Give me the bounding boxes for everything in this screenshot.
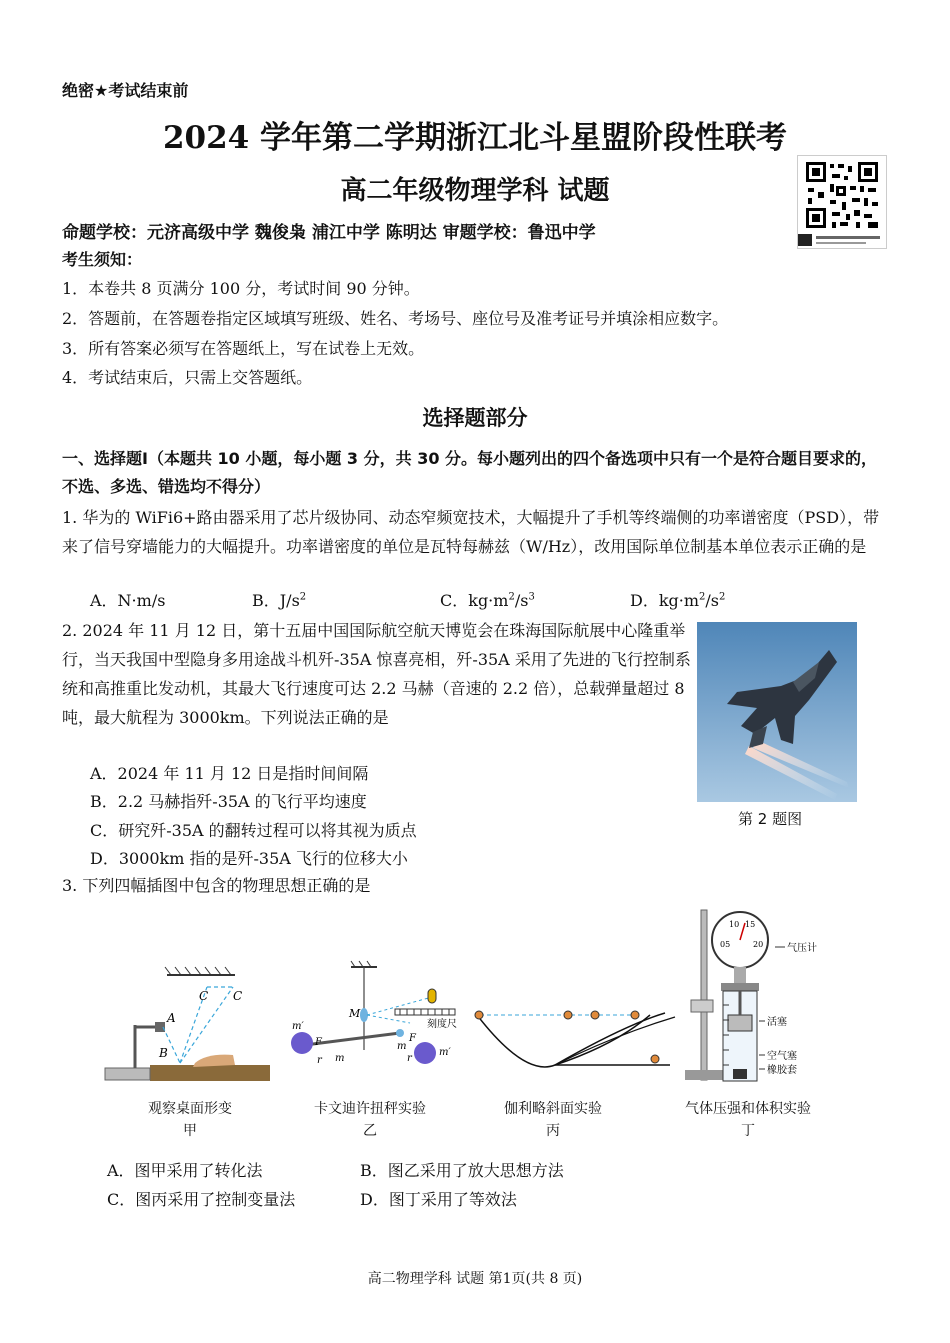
notice-item: 3．所有答案必须写在答题纸上，写在试卷上无效。 — [62, 339, 425, 358]
svg-text:05: 05 — [720, 940, 731, 949]
section-title: 选择题部分 — [422, 405, 528, 430]
svg-text:活塞: 活塞 — [767, 1017, 787, 1028]
svg-text:B: B — [159, 1046, 168, 1060]
svg-text:M: M — [349, 1007, 361, 1020]
svg-text:气压计: 气压计 — [787, 943, 817, 954]
figure-caption-b: 卡文迪许扭秤实验 乙 — [314, 1101, 426, 1139]
exam-title: 2024 学年第二学期浙江北斗星盟阶段性联考 — [162, 120, 788, 156]
svg-text:15: 15 — [745, 920, 756, 929]
figure-desk-deformation — [105, 967, 270, 1081]
question-2-stem: 2. 2024 年 11 月 12 日，第十五届中国国际航空航天博览会在珠海国际航展中心隆重举行，当天我国中型隐身多用途战斗机歼-35A 惊喜亮相，歼-35A 采用了先进的飞行控制系统和高推重比发动机，其最大飞行速度可达 2.2 马赫（音速的 2.2 倍），总载弹量超过 8 吨，最大航程为 3000km。下列说法正确的是 — [62, 621, 691, 727]
q1-option-d: D．$kg\cdot m^2/s^2$ — [630, 591, 726, 610]
q1-option-b: B．$J/s^2$ — [252, 591, 307, 610]
figure-galileo-inclined-plane — [475, 1011, 675, 1067]
figure-caption-a: 观察桌面形变 甲 — [148, 1101, 232, 1139]
author-line: 命题学校：元济高级中学 魏俊枭 浦江中学 陈明达 审题学校：鲁迅中学 — [62, 223, 596, 243]
figure-cavendish-balance — [291, 961, 457, 1066]
svg-text:m′: m′ — [439, 1047, 451, 1058]
q2-option-d: D．3000km 指的是歼-35A 飞行的位移大小 — [90, 849, 408, 868]
notice-item: 2．答题前，在答题卷指定区域填写班级、姓名、考场号、座位号及准考证号并填涂相应数字。 — [62, 309, 729, 328]
q2-option-b: B．2.2 马赫指歼-35A 的飞行平均速度 — [90, 792, 367, 811]
page-footer: 高二物理学科 试题 第1页(共 8 页) — [367, 1271, 583, 1287]
svg-text:刻度尺: 刻度尺 — [427, 1019, 457, 1030]
svg-text:m: m — [335, 1053, 345, 1064]
q1-option-c: C．$kg\cdot m^2/s^3$ — [440, 591, 535, 610]
part-instructions: 一、选择题Ⅰ（本题共 10 小题，每小题 3 分，共 30 分。每小题列出的四个备选项中只有一个是符合题目要求的，不选、多选、错选均不得分） — [62, 449, 878, 496]
svg-text:20: 20 — [753, 940, 764, 949]
q2-figure-caption: 第 2 题图 — [738, 810, 803, 828]
q1-option-a: A．N·m/s — [90, 591, 166, 610]
fighter-jet-image — [697, 622, 857, 802]
q3-figures — [95, 905, 855, 1090]
svg-text:r: r — [407, 1053, 412, 1064]
q3-option-a: A．图甲采用了转化法 — [107, 1161, 263, 1180]
svg-text:A: A — [167, 1011, 176, 1025]
svg-text:C: C — [233, 989, 243, 1003]
confidential-label: 绝密★考试结束前 — [62, 81, 189, 100]
svg-text:C: C — [199, 989, 209, 1003]
svg-text:F: F — [315, 1037, 322, 1048]
notice-heading: 考生须知： — [62, 250, 143, 269]
figure-caption-d: 气体压强和体积实验 丁 — [685, 1101, 811, 1139]
notice-item: 4．考试结束后，只需上交答题纸。 — [62, 368, 313, 387]
q3-option-c: C．图丙采用了控制变量法 — [107, 1190, 296, 1209]
svg-text:r: r — [317, 1055, 322, 1066]
q2-option-a: A．2024 年 11 月 12 日是指时间间隔 — [90, 764, 369, 783]
svg-text:橡胶套: 橡胶套 — [767, 1065, 797, 1076]
q3-option-d: D．图丁采用了等效法 — [360, 1190, 517, 1209]
qr-code-icon — [797, 155, 887, 249]
q3-option-b: B．图乙采用了放大思想方法 — [360, 1161, 564, 1180]
q2-option-c: C．研究歼-35A 的翻转过程可以将其视为质点 — [90, 821, 417, 840]
svg-text:m′: m′ — [292, 1021, 304, 1032]
notice-item: 1．本卷共 8 页满分 100 分，考试时间 90 分钟。 — [62, 279, 420, 298]
svg-text:空气塞: 空气塞 — [767, 1051, 797, 1062]
question-3-stem: 3. 下列四幅插图中包含的物理思想正确的是 — [62, 876, 371, 895]
figure-gas-pressure-apparatus — [685, 910, 817, 1081]
exam-subtitle: 高二年级物理学科 试题 — [340, 176, 610, 206]
question-1-stem: 1. 华为的 WiFi6+路由器采用了芯片级协同、动态窄频宽技术，大幅提升了手机等终端侧的功率谱密度（PSD），带来了信号穿墙能力的大幅提升。功率谱密度的单位是瓦特每赫兹（W/Hz），改用国际单位制基本单位表示正确的是 — [62, 508, 880, 556]
figure-caption-c: 伽利略斜面实验 丙 — [504, 1101, 602, 1139]
svg-text:m: m — [397, 1041, 407, 1052]
svg-text:10: 10 — [729, 920, 740, 929]
svg-text:F: F — [409, 1033, 416, 1044]
